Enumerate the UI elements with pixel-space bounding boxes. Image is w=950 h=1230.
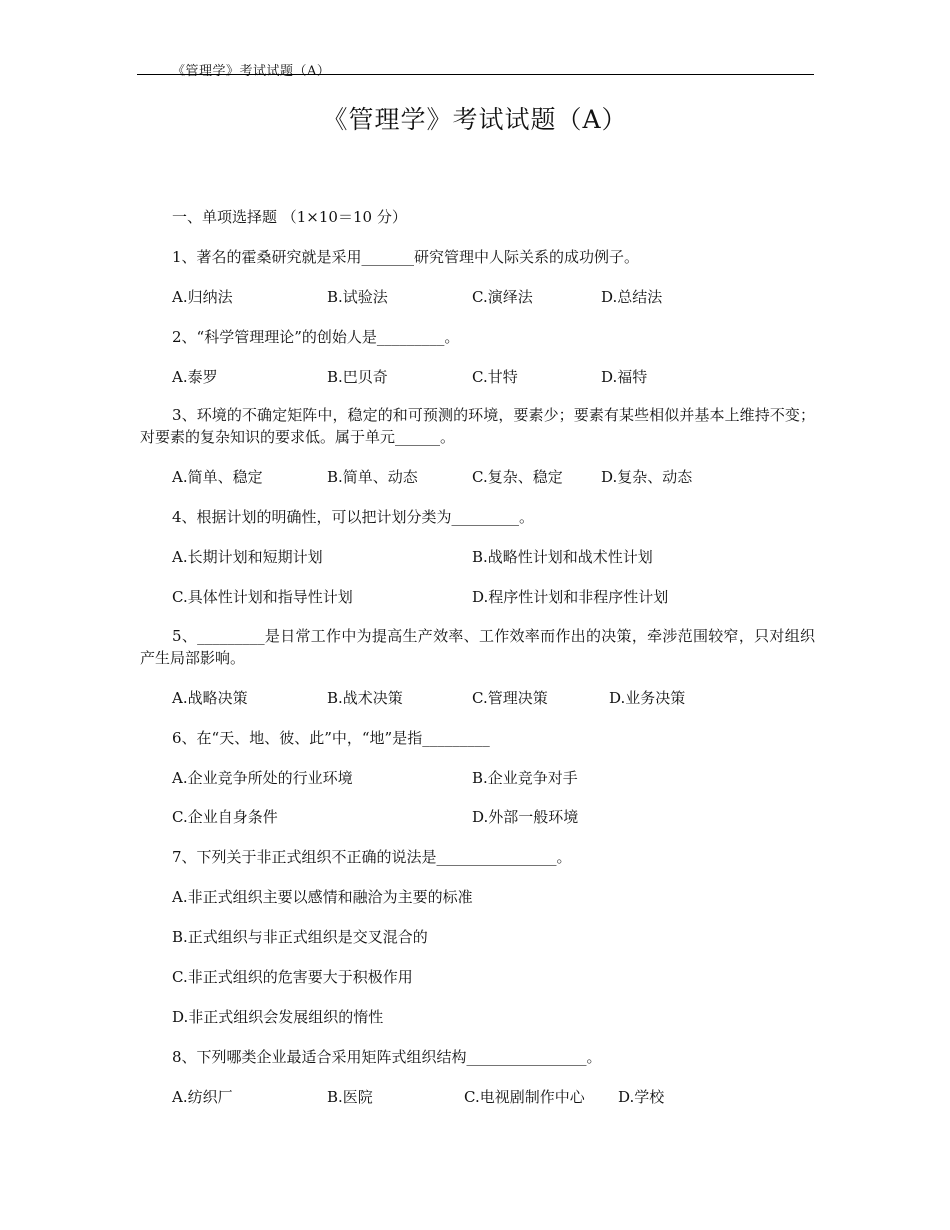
section-heading: 一、单项选择题 （1×10＝10 分） [172,208,407,226]
question-1-option-c: C.演绎法 [472,288,533,306]
question-3-stem: 3、环境的不确定矩阵中，稳定的和可预测的环境，要素少；要素有某些相似并基本上维持不变；对要素的复杂知识的要求低。属于单元______。 [140,406,815,446]
question-7-option-b: B.正式组织与非正式组织是交叉混合的 [172,928,428,946]
question-5-option-a: A.战略决策 [172,689,248,707]
question-3-option-d: D.复杂、动态 [601,468,693,486]
question-2-option-d: D.福特 [601,368,648,386]
question-2-stem: 2、“科学管理理论”的创始人是_________。 [172,328,460,346]
question-6-stem: 6、在“天、地、彼、此”中，“地”是指_________ [172,729,490,747]
question-2-option-c: C.甘特 [472,368,518,386]
question-6-option-b: B.企业竞争对手 [472,769,578,787]
question-8-stem: 8、下列哪类企业最适合采用矩阵式组织结构________________。 [172,1048,602,1066]
question-8-option-c: C.电视剧制作中心 [464,1088,585,1106]
question-1-option-a: A.归纳法 [172,288,233,306]
question-7-option-d: D.非正式组织会发展组织的惰性 [172,1008,384,1026]
question-5-option-b: B.战术决策 [327,689,403,707]
question-8-option-b: B.医院 [327,1088,373,1106]
page-title: 《管理学》考试试题（A） [322,105,628,134]
question-4-option-c: C.具体性计划和指导性计划 [172,588,353,606]
question-6-option-c: C.企业自身条件 [172,808,278,826]
header-text: 《管理学》考试试题（A） [172,64,331,79]
question-1-option-b: B.试验法 [327,288,388,306]
question-6-option-a: A.企业竞争所处的行业环境 [172,769,353,787]
question-4-option-b: B.战略性计划和战术性计划 [472,548,653,566]
header-rule [137,74,814,75]
question-1-stem: 1、著名的霍桑研究就是采用_______研究管理中人际关系的成功例子。 [172,248,640,266]
question-4-option-a: A.长期计划和短期计划 [172,548,323,566]
question-7-option-c: C.非正式组织的危害要大于积极作用 [172,968,413,986]
question-8-option-a: A.纺织厂 [172,1088,233,1106]
question-8-option-d: D.学校 [618,1088,665,1106]
question-1-option-d: D.总结法 [601,288,663,306]
question-7-stem: 7、下列关于非正式组织不正确的说法是________________。 [172,848,572,866]
question-2-option-b: B.巴贝奇 [327,368,388,386]
question-4-stem: 4、根据计划的明确性，可以把计划分类为_________。 [172,508,535,526]
question-3-option-b: B.简单、动态 [327,468,418,486]
question-5-option-d: D.业务决策 [609,689,686,707]
question-3-option-a: A.简单、稳定 [172,468,263,486]
question-7-option-a: A.非正式组织主要以感情和融洽为主要的标准 [172,888,473,906]
question-2-option-a: A.泰罗 [172,368,218,386]
question-5-stem: 5、_________是日常工作中为提高生产效率、工作效率而作出的决策，牵涉范围较窄，只对组织产生局部影响。 [140,627,815,667]
question-3-option-c: C.复杂、稳定 [472,468,563,486]
question-6-option-d: D.外部一般环境 [472,808,579,826]
question-4-option-d: D.程序性计划和非程序性计划 [472,588,669,606]
question-5-option-c: C.管理决策 [472,689,548,707]
